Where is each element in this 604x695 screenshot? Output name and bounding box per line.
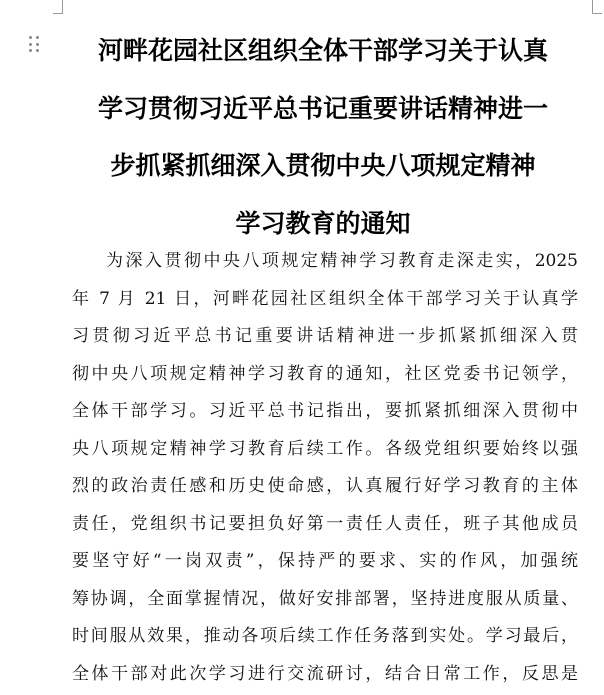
body-line: 烈的政治责任感和历史使命感，认真履行好学习教育的主体	[72, 476, 578, 496]
document-title	[70, 22, 576, 252]
body-line: 责任，党组织书记要担负好第一责任人责任，班子其他成员	[72, 513, 578, 534]
margin-corner-mark-right	[592, 0, 602, 14]
body-line: 央八项规定精神学习教育后续工作。各级党组织要始终以强	[72, 438, 578, 459]
drag-dot	[29, 49, 32, 52]
title-line: 步抓紧抓细深入贯彻中央八项规定精神	[110, 151, 536, 180]
body-line: 全体干部学习。习近平总书记指出，要抓紧抓细深入贯彻中	[72, 401, 578, 421]
body-line: 彻中央八项规定精神学习教育的通知，社区党委书记领学，	[72, 363, 578, 384]
body-paragraph	[72, 243, 578, 693]
title-line: 河畔花园社区组织全体干部学习关于认真	[97, 36, 548, 65]
body-line: 全体干部对此次学习进行交流研讨，结合日常工作，反思是	[72, 663, 578, 684]
body-line: 时间服从效果，推动各项后续工作任务落到实处。学习最后，	[72, 626, 578, 646]
title-line: 学习教育的通知	[235, 208, 411, 238]
body-line: 习贯彻习近平总书记重要讲话精神进一步抓紧抓细深入贯	[72, 326, 578, 346]
drag-dot	[36, 43, 39, 46]
body-line: 为深入贯彻中央八项规定精神学习教育走深走实，2025	[106, 251, 578, 271]
body-line: 年 7 月 21 日，河畔花园社区组织全体干部学习关于认真学	[72, 288, 578, 309]
margin-corner-mark-left	[53, 0, 63, 14]
drag-dot	[29, 36, 32, 39]
drag-dot	[29, 43, 32, 46]
drag-dot	[36, 49, 39, 52]
title-line: 学习贯彻习近平总书记重要讲话精神进一	[97, 93, 548, 123]
body-line: 要坚守好“一岗双责”，保持严的要求、实的作风，加强统	[72, 551, 578, 571]
body-line: 筹协调，全面掌握情况，做好安排部署，坚持进度服从质量、	[72, 588, 578, 609]
drag-handle-icon[interactable]	[29, 36, 39, 52]
drag-dot	[36, 36, 39, 39]
